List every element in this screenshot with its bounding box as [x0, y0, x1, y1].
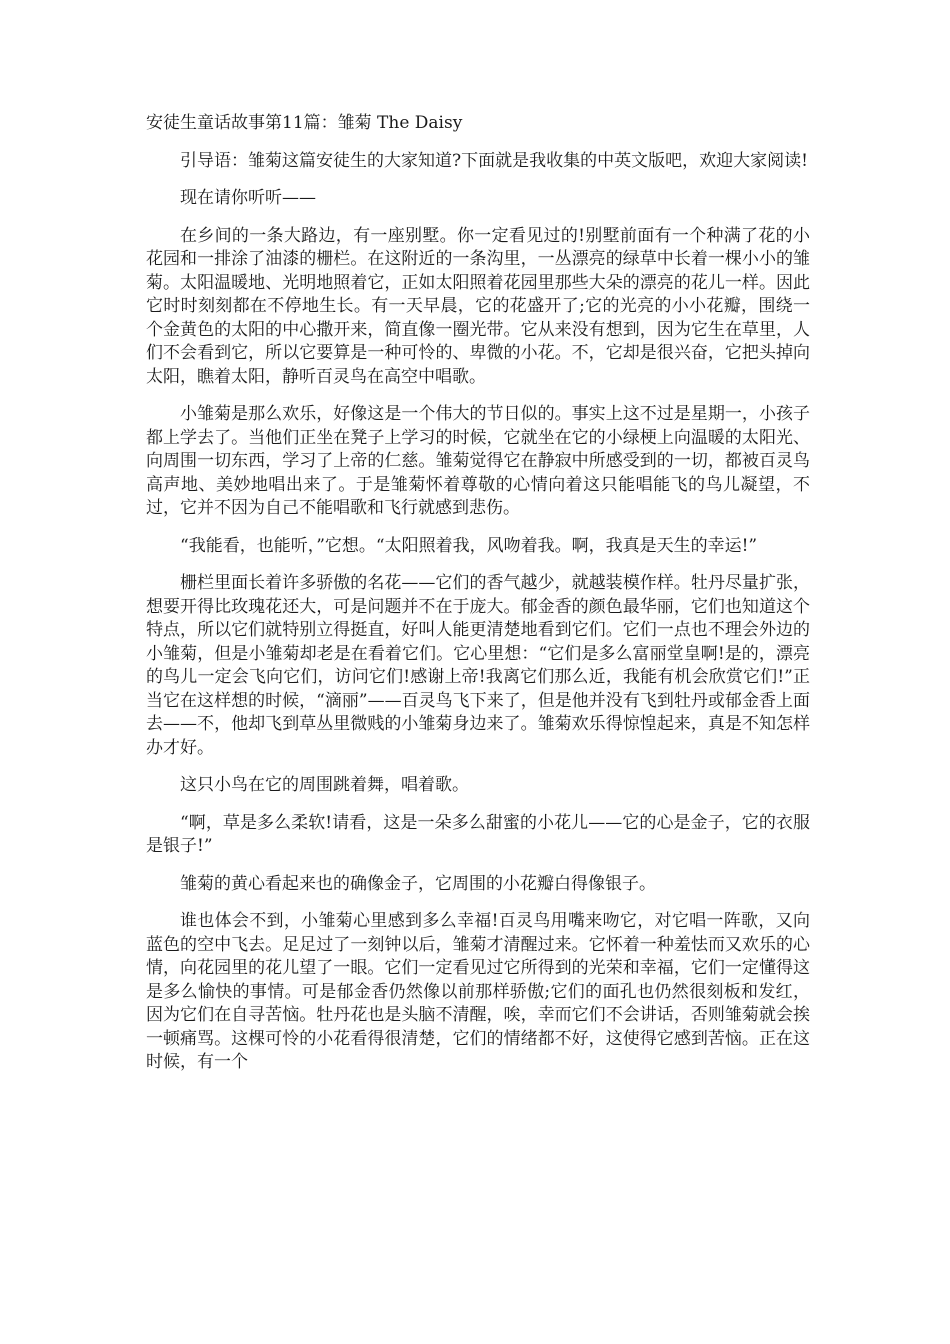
paragraph-joyful: 小雏菊是那么欢乐，好像这是一个伟大的节日似的。事实上这不过是星期一，小孩子都上学去了。当他们正坐在凳子上学习的时候，它就坐在它的小绿梗上向温暖的太阳光、向周围一切东西，学习了上帝的仁慈。雏菊觉得它在静寂中所感受到的一切，都被百灵鸟高声地、美妙地唱出来了。于是雏菊怀着尊敬的心情向着这只能唱能飞的鸟儿凝望，不过，它并不因为自己不能唱歌和飞行就感到悲伤。 [146, 404, 810, 518]
paragraph-quote-lucky: “我能看，也能听，”它想。“太阳照着我，风吻着我。啊，我真是天生的幸运!” [180, 535, 758, 556]
paragraph-listen: 现在请你听听—— [180, 188, 316, 208]
paragraph-intro: 引导语：雏菊这篇安徒生的大家知道?下面就是我收集的中英文版吧，欢迎大家阅读! [180, 150, 808, 171]
paragraph-villa: 在乡间的一条大路边，有一座别墅。你一定看见过的!别墅前面有一个种满了花的小花园和一排涂了油漆的栅栏。在这附近的一条沟里，一丛漂亮的绿草中长着一棵小小的雏菊。太阳温暖地、光明地照着它，正如太阳照着花园里那些大朵的漂亮的花儿一样。因此它时时刻刻都在不停地生长。有一天早晨，它的花盛开了;它的光亮的小小花瓣，围绕一个金黄色的太阳的中心撒开来，简直像一圈光带。它从来没有想到，因为它生在草里，人们不会看到它，所以它要算是一种可怜的、卑微的小花。不，它却是很兴奋，它把头掉向太阳，瞧着太阳，静听百灵鸟在高空中唱歌。 [146, 225, 810, 387]
paragraph-bird-dance: 这只小鸟在它的周围跳着舞，唱着歌。 [180, 775, 469, 795]
paragraph-quote-grass: “啊，草是多么柔软!请看，这是一朵多么甜蜜的小花儿——它的心是金子，它的衣服是银子!” [146, 812, 810, 856]
paragraph-happiness: 谁也体会不到，小雏菊心里感到多么幸福!百灵鸟用嘴来吻它，对它唱一阵歌，又向蓝色的空中飞去。足足过了一刻钟以后，雏菊才清醒过来。它怀着一种羞怯而又欢乐的心情，向花园里的花儿望了一眼。它们一定看见过它所得到的光荣和幸福，它们一定懂得这是多么愉快的事情。可是郁金香仍然像以前那样骄傲;它们的面孔也仍然很刻板和发红，因为它们在自寻苦恼。牡丹花也是头脑不清醒，唉，幸而它们不会讲话，否则雏菊就会挨一顿痛骂。这棵可怜的小花看得很清楚，它们的情绪都不好，这使得它感到苦恼。正在这时候，有一个 [146, 911, 810, 1072]
document-page [146, 112, 810, 1089]
paragraph-golden-heart: 雏菊的黄心看起来也的确像金子，它周围的小花瓣白得像银子。 [180, 873, 656, 894]
paragraph-proud-flowers: 栅栏里面长着许多骄傲的名花——它们的香气越少，就越装模作样。牡丹尽量扩张，想要开得比玫瑰花还大，可是问题并不在于庞大。郁金香的颜色最华丽，它们也知道这个特点，所以它们就特别立得挺直，好叫人能更清楚地看到它们。它们一点也不理会外边的小雏菊，但是小雏菊却老是在看着它们。它心里想：“它们是多么富丽堂皇啊!是的，漂亮的鸟儿一定会飞向它们，访问它们!感谢上帝!我离它们那么近，我能有机会欣赏它们!”正当它在这样想的时候，“滴丽”——百灵鸟飞下来了，但是他并没有飞到牡丹或郁金香上面去——不，他却飞到草丛里微贱的小雏菊身边来了。雏菊欢乐得惊惶起来，真是不知怎样办才好。 [146, 573, 810, 758]
document-title: 安徒生童话故事第11篇：雏菊 The Daisy [146, 113, 463, 133]
